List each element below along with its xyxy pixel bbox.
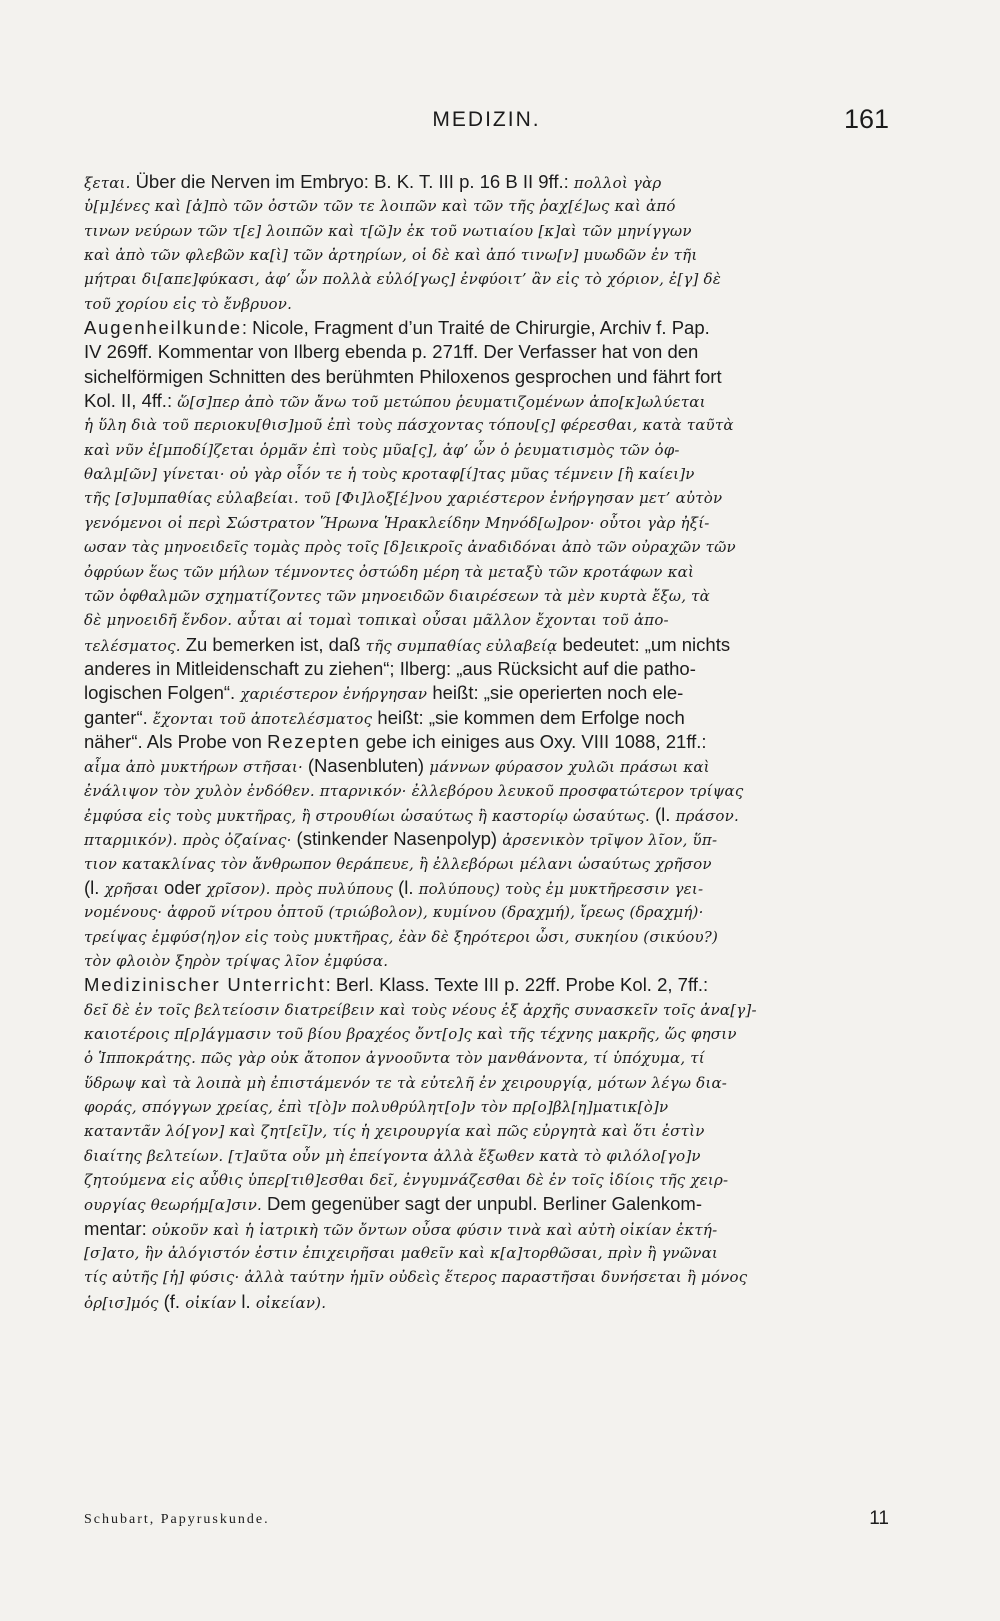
greek-text: ἔχονται τοῦ ἀποτελέσματος — [152, 709, 373, 728]
greek-text: οὐκοῦν καὶ ἡ ἰατρικὴ τῶν ὄντων οὖσα φύσιν τινὰ καὶ αὐτὴ οἰκίαν ἐκτή- — [151, 1220, 718, 1239]
text-line — [84, 389, 889, 413]
german-text: (Nasenbluten) — [307, 755, 430, 777]
page-header — [84, 96, 889, 146]
text-line — [84, 219, 889, 243]
german-text: Kol. II, 4ff.: — [84, 390, 178, 412]
text-line — [84, 1217, 889, 1241]
signature-mark: Schubart, Papyruskunde. — [84, 1512, 270, 1527]
text-line — [84, 267, 889, 291]
german-text: heißt: „sie operierten noch ele- — [427, 682, 684, 704]
german-text: anderes in Mitleidenschaft zu ziehen“; Ilberg: „aus Rücksicht auf die patho- — [84, 657, 696, 679]
text-line — [84, 608, 889, 632]
page-body — [84, 150, 889, 1314]
text-line — [84, 1119, 889, 1143]
running-head: MEDIZIN. — [432, 108, 541, 131]
text-line — [84, 511, 889, 535]
text-line — [84, 852, 889, 876]
greek-text: ὕδρωψ καὶ τὰ λοιπὰ μὴ ἐπιστάμενόν τε τὰ εὐτελῆ ἐν χειρουργίᾳ, μότων λέγω δια- — [84, 1073, 728, 1092]
greek-text: ουργίας θεωρήμ[α]σιν. — [84, 1196, 267, 1215]
text-line — [84, 560, 889, 584]
german-text: oder — [158, 876, 207, 898]
german-text: (f. — [163, 1290, 186, 1312]
greek-text: ἡ ὕλη διὰ τοῦ περιοκυ[θισ]μοῦ ἐπὶ τοὺς πάσχοντας τόπου[ς] φέρεσθαι, κατὰ ταῦτὰ — [84, 416, 734, 435]
text-line — [84, 1071, 889, 1095]
german-text: sichelförmigen Schnitten des berühmten Philoxenos gesprochen und fährt fort — [84, 365, 722, 387]
greek-text: αἷμα ἀπὸ μυκτήρων στῆσαι· — [84, 758, 308, 777]
german-text: bedeutet: „um nichts — [557, 633, 731, 655]
greek-text: τίς αὐτῆς [ἡ] φύσις· ἀλλὰ ταύτην ἡμῖν οὐδεὶς ἕτερος παραστῆσαι δυνήσεται ἢ μόνος — [84, 1268, 748, 1287]
text-line — [84, 1022, 889, 1046]
greek-text: χρῖσον). πρὸς πυλύπους — [206, 879, 399, 898]
german-text: Augenheilkunde — [84, 317, 242, 339]
greek-text: διαίτης βελτείων. [τ]αῦτα οὖν μὴ ἐπείγοντα ἀλλὰ ἔξωθεν κατὰ τὸ φιλόλο[γο]ν — [84, 1146, 701, 1165]
greek-text: τῆς συμπαθίας εὐλαβείᾳ — [365, 636, 558, 655]
text-line — [84, 1290, 889, 1314]
greek-text: ἀρσενικὸν τρῖψον λῖον, ὕπ- — [502, 831, 718, 850]
text-line — [84, 535, 889, 559]
text-line — [84, 462, 889, 486]
greek-text: πολλοὶ γὰρ — [573, 174, 662, 192]
greek-text: πταρμικόν). πρὸς ὀζαίνας· — [84, 831, 297, 850]
german-text: l. — [236, 1290, 256, 1312]
greek-text: οἰκείαν). — [255, 1293, 327, 1312]
text-line — [84, 681, 889, 705]
text-line — [84, 876, 889, 900]
greek-text: ξεται. — [84, 174, 136, 192]
greek-text: νομένους· ἀφροῦ νίτρου ὀπτοῦ (τριώβολον), κυμίνου (δραχμή), ἴρεως (δραχμή)· — [84, 903, 704, 922]
greek-text: χαριέστερον ἐνήργησαν — [240, 685, 428, 704]
german-text: logischen Folgen“. — [84, 682, 241, 704]
greek-text: ὥ[σ]περ ἀπὸ τῶν ἄνω τοῦ μετώπου ῥευματιζομένων ἀπο[κ]ωλύεται — [177, 393, 706, 412]
greek-text: μάννων φύρασον χυλῶι πράσωι καὶ — [429, 758, 710, 777]
greek-text: φοράς, σπόγγων χρείας, ἐπὶ τ[ὸ]ν πολυθρύλητ[ο]ν τὸν πρ[ο]βλ[η]ματικ[ὸ]ν — [84, 1098, 669, 1117]
page-footer — [84, 1494, 889, 1534]
greek-text: τιον κατακλίνας τὸν ἄνθρωπον θεράπευε, ἢ ἐλλεβόρωι μέλανι ὡσαύτως χρῆσον — [84, 854, 712, 873]
german-text: näher“. Als Probe von — [84, 730, 268, 752]
text-line — [84, 1192, 889, 1216]
greek-text: [σ]ατο, ἣν ἀλόγιστόν ἐστιν ἐπιχειρῆσαι μαθεῖν καὶ κ[α]τορθῶσαι, πρὶν ἢ γνῶναι — [84, 1244, 719, 1263]
greek-text: τρείψας ἐμφύσ⟨η⟩ον εἰς τοὺς μυκτῆρας, ἐὰν δὲ ξηρότεροι ὦσι, συκηίου (σικύου?) — [84, 927, 719, 946]
greek-text: τῶν ὀφθαλμῶν σχηματίζοντες τῶν μηνοειδῶν διαιρέσεων τὰ μὲν κυρτὰ ἔξω, τὰ — [84, 586, 710, 605]
text-line — [84, 998, 889, 1022]
greek-text: τὸν φλοιὸν ξηρὸν τρίψας λῖον ἐμφύσα. — [84, 952, 389, 970]
greek-text: ωσαν τὰς μηνοειδεῖς τομὰς πρὸς τοῖς [δ]εικροῖς ἀναδιδόναι ἀπὸ τῶν οὐραχῶν τῶν — [84, 538, 736, 557]
text-line — [84, 803, 889, 827]
greek-text: ὑ[μ]ένες καὶ [ἀ]πὸ τῶν ὀστῶν τῶν τε λοιπῶν καὶ τῶν τῆς ῥαχ[έ]ως καὶ ἀπό — [84, 197, 676, 216]
german-text: Dem gegenüber sagt der unpubl. Berliner Galenkom- — [267, 1193, 702, 1215]
text-line — [84, 1144, 889, 1168]
greek-text: καταντᾶν λό[γον] καὶ ζητ[εῖ]ν, τίς ἡ χειρουργία καὶ πῶς εὐργητὰ καὶ ὅτι ἐστὶν — [84, 1122, 705, 1141]
text-line — [84, 925, 889, 949]
quire-number: 11 — [869, 1508, 889, 1529]
text-line — [84, 243, 889, 267]
greek-text: τελέσματος. — [84, 636, 186, 655]
greek-text: δεῖ δὲ ἐν τοῖς βελτείοσιν διατρείβειν καὶ τοὺς νέους ἐξ ἀρχῆς συνασκεῖν τοῖς ἀνα[γ]- — [84, 1000, 757, 1019]
greek-text: πράσον. — [675, 806, 739, 825]
greek-text: ἐμφύσα εἰς τοὺς μυκτῆρας, ἢ στρουθίωι ὡσαύτως ἢ καστορίῳ ὡσαύτως. — [84, 806, 655, 825]
text-line — [84, 1095, 889, 1119]
greek-text: γενόμενοι οἱ περὶ Σώστρατον Ἥρωνα Ἡρακλείδην Μηνόδ[ω]ρον· οὗτοι γὰρ ἠξί- — [84, 513, 710, 532]
text-line — [84, 365, 889, 389]
greek-text: καὶ νῦν ἐ[μποδί]ζεται ὁρμᾶν ἐπὶ τοὺς μῦα[ς], ἀφ’ ὧν ὁ ῥευματισμὸς τῶν ὀφ- — [84, 440, 680, 459]
text-block — [84, 170, 889, 1314]
text-line — [84, 730, 889, 754]
text-line — [84, 1046, 889, 1070]
greek-text: ζητούμενα εἰς αὖθις ὑπερ[τιθ]εσθαι δεῖ, ἐνγυμνάζεσθαι δὲ ἐν τοῖς ἰδίοις τῆς χειρ- — [84, 1171, 729, 1190]
text-line — [84, 949, 889, 973]
german-text: Über die Nerven im Embryo: B. K. T. III p. 16 B II 9ff.: — [135, 171, 574, 192]
text-line — [84, 486, 889, 510]
german-text: gebe ich einiges aus Oxy. VIII 1088, 21ff.: — [360, 730, 707, 752]
greek-text: καιοτέροις π[ρ]άγμασιν τοῦ βίου βραχέος ὄντ[ο]ς καὶ τῆς τέχνης μακρῆς, ὥς φησιν — [84, 1025, 737, 1044]
german-text: (l. — [84, 876, 105, 898]
text-line — [84, 584, 889, 608]
german-text: heißt: „sie kommen dem Erfolge noch — [372, 706, 685, 728]
text-line — [84, 170, 889, 194]
greek-text: χρῆσαι — [104, 879, 159, 898]
text-line — [84, 413, 889, 437]
greek-text: ὁρ[ισ]μός — [84, 1293, 164, 1312]
text-line — [84, 340, 889, 364]
german-text: Medizinischer Unterricht — [84, 974, 326, 996]
text-line — [84, 292, 889, 316]
text-line — [84, 438, 889, 462]
german-text: : Berl. Klass. Texte III p. 22ff. Probe Kol. 2, 7ff.: — [325, 974, 709, 996]
text-line — [84, 706, 889, 730]
greek-text: ἐνάλιψον τὸν χυλὸν ἐνδόθεν. πταρνικόν· ἐλλεβόρου λευκοῦ προσφατώτερον τρίψας — [84, 781, 744, 800]
text-line — [84, 194, 889, 218]
greek-text: δὲ μηνοειδῆ ἔνδον. αὗται αἱ τομαὶ τοπικαὶ οὖσαι μᾶλλον ἔχονται τοῦ ἀπο- — [84, 611, 669, 630]
text-line — [84, 316, 889, 340]
greek-text: ὁ Ἱπποκράτης. πῶς γὰρ οὐκ ἄτοπον ἀγνοοῦντα τὸν μανθάνοντα, τί ὑπόχυμα, τί — [84, 1049, 705, 1068]
german-text: (stinkender Nasenpolyp) — [296, 828, 503, 850]
text-line — [84, 657, 889, 681]
greek-text: τοῦ χορίου εἰς τὸ ἔνβρυον. — [84, 294, 293, 313]
german-text: : Nicole, Fragment d’un Traité de Chirurgie, Archiv f. Pap. — [241, 317, 710, 339]
greek-text: πολύπους) τοὺς ἐμ μυκτῆρεσσιν γει- — [418, 879, 704, 898]
greek-text: καὶ ἀπὸ τῶν φλεβῶν κα[ὶ] τῶν ἀρτηρίων, οἱ δὲ καὶ ἀπό τινω[ν] μυωδῶν ἐν τῆι — [84, 246, 698, 265]
greek-text: οἰκίαν — [185, 1293, 237, 1312]
german-text: Zu bemerken ist, daß — [185, 633, 366, 655]
german-text: mentar: — [84, 1217, 152, 1239]
greek-text: ὀφρύων ἕως τῶν μήλων τέμνοντες ὀστώδη μέρη τὰ μεταξὺ τῶν κροτάφων καὶ — [84, 562, 695, 581]
text-line — [84, 1241, 889, 1265]
german-text: (l. — [655, 803, 676, 825]
german-text: (l. — [398, 876, 419, 898]
text-line — [84, 1265, 889, 1289]
page-number: 161 — [843, 104, 889, 134]
greek-text: μήτραι δι[απε]φύκασι, ἀφ’ ὧν πολλὰ εὐλό[γως] ἐνφύοιτ’ ἂν εἰς τὸ χόριον, ἐ[γ] δὲ — [84, 270, 722, 289]
text-line — [84, 633, 889, 657]
greek-text: τινων νεύρων τῶν τ[ε] λοιπῶν καὶ τ[ῶ]ν ἐκ τοῦ νωτιαίου [κ]αὶ τῶν μηνίγγων — [84, 221, 692, 240]
german-text: ganter“. — [84, 706, 153, 728]
text-line — [84, 1168, 889, 1192]
text-line — [84, 827, 889, 851]
greek-text: τῆς [σ]υμπαθίας εὐλαβείαι. τοῦ [Φι]λοξ[έ]νου χαριέστερον ἐνήργησαν μετ’ αὐτὸν — [84, 489, 723, 508]
german-text: Rezepten — [267, 730, 361, 752]
german-text: IV 269ff. Kommentar von Ilberg ebenda p. 271ff. Der Verfasser hat von den — [84, 341, 699, 363]
text-line — [84, 900, 889, 924]
text-line — [84, 779, 889, 803]
text-line — [84, 973, 889, 997]
greek-text: θαλμ[ῶν] γίνεται· οὐ γὰρ οἷόν τε ἡ τοὺς κροταφ[ί]τας μῦας τέμνειν [ἢ καίει]ν — [84, 465, 695, 484]
text-line — [84, 754, 889, 778]
